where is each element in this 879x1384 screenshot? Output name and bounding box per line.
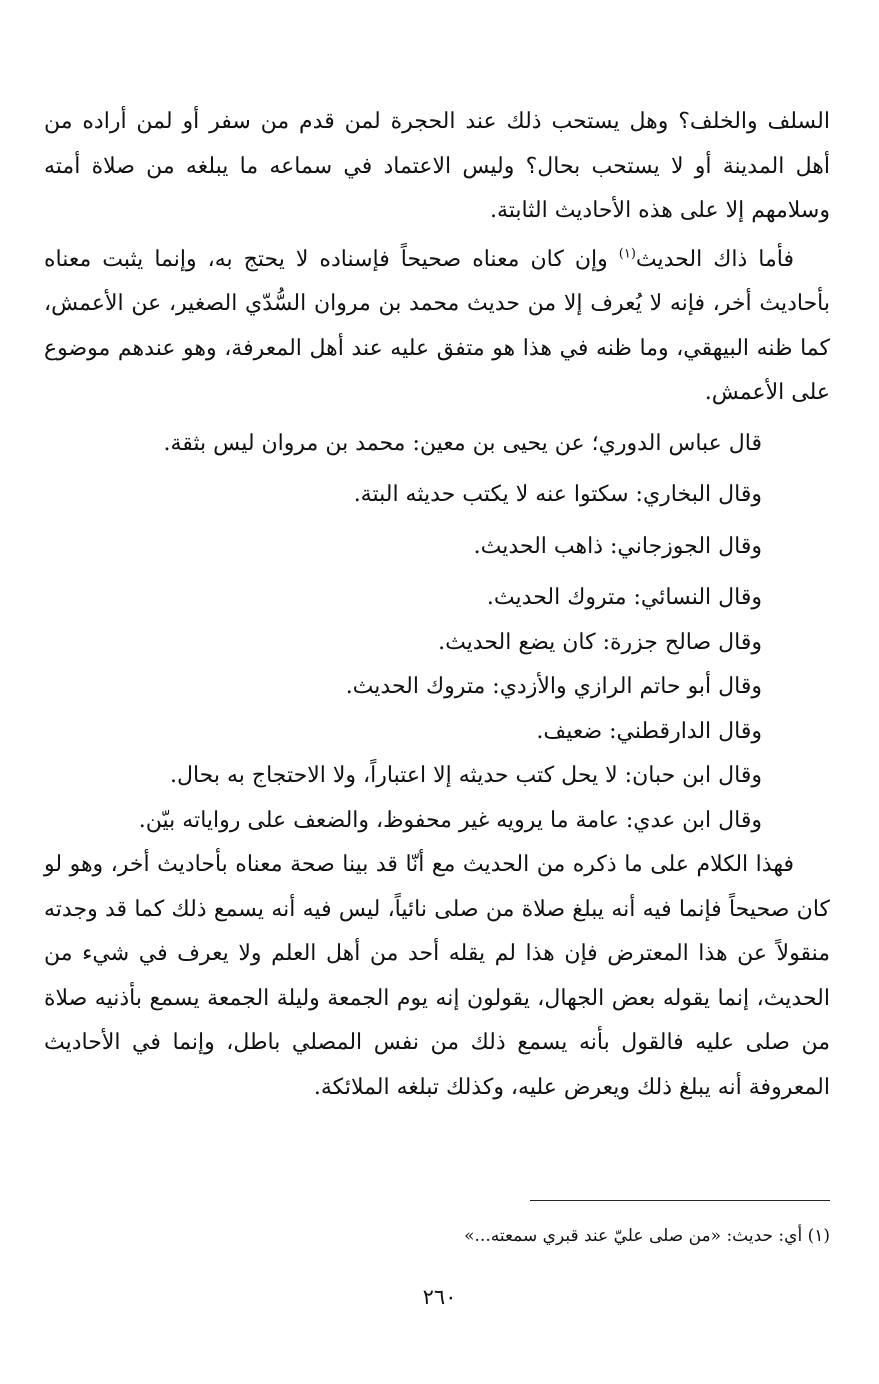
paragraph-2-lead: فأما ذاك الحديث: [635, 246, 794, 272]
quote-line: وقال الدارقطني: ضعيف.: [536, 718, 762, 744]
quote-line: وقال صالح جزرة: كان يضع الحديث.: [438, 629, 762, 655]
quote-line: وقال ابن عدي: عامة ما يرويه غير محفوظ، والضعف على رواياته بيّن.: [138, 807, 762, 833]
quote-line: وقال أبو حاتم الرازي والأزدي: متروك الحديث.: [345, 674, 762, 699]
footnote-ref-1: (١): [618, 246, 636, 262]
main-text: [44, 100, 830, 1110]
footnote-1: (١) أي: حديث: «من صلى عليّ عند قبري سمعته...»: [464, 1226, 830, 1246]
page-number: ٢٦٠: [422, 1285, 457, 1309]
paragraph-1: السلف والخلف؟ وهل يستحب ذلك عند الحجرة لمن قدم من سفر أو لمن أراده من أهل المدينة أو لا يستحب بحال؟ وليس الاعتماد في سماعه ما يبلغه من صلاة أمته وسلامهم إلا على هذه الأحاديث الثابتة.: [44, 109, 830, 223]
paragraph-2-body: وإن كان معناه صحيحاً فإسناده لا يحتج به، وإنما يثبت معناه بأحاديث أخر، فإنه لا يُعرف إلا من حديث محمد بن مروان السُّدّي الصغير، عن الأعمش، كما ظنه البيهقي، وما ظنه في هذا هو متفق عليه عند أهل المعرفة، وهو عندهم موضوع على الأعمش.: [44, 246, 830, 405]
footnote-divider: [530, 1200, 830, 1201]
narrator-quotes: [44, 422, 830, 844]
paragraph-2: [44, 238, 830, 416]
quote-line: قال عباس الدوري؛ عن يحيى بن معين: محمد بن مروان ليس بثقة.: [163, 430, 762, 456]
quote-line: وقال ابن حبان: لا يحل كتب حديثه إلا اعتباراً، ولا الاحتجاج به بحال.: [169, 763, 762, 788]
quote-line: وقال البخاري: سكتوا عنه لا يكتب حديثه البتة.: [353, 482, 762, 507]
quote-line: وقال النسائي: متروك الحديث.: [486, 585, 762, 610]
quote-line: وقال الجوزجاني: ذاهب الحديث.: [473, 533, 762, 559]
paragraph-3: فهذا الكلام على ما ذكره من الحديث مع أنّا قد بينا صحة معناه بأحاديث أخر، وهو لو كان صحيحاً فإنما فيه أنه يبلغ صلاة من صلى نائياً، ليس فيه أنه يسمع ذلك كما قد وجدته منقولاً عن هذا المعترض فإن هذا لم يقله أحد من أهل العلم ولا يعرف في شيء من الحديث، إنما يقوله بعض الجهال، يقولون إنه يوم الجمعة وليلة الجمعة يسمع بأذنيه صلاة من صلى عليه فالقول بأنه يسمع ذلك من نفس المصلي باطل، وإنما في الأحاديث المعروفة أنه يبلغ ذلك ويعرض عليه، وكذلك تبلغه الملائكة.: [44, 852, 830, 1100]
